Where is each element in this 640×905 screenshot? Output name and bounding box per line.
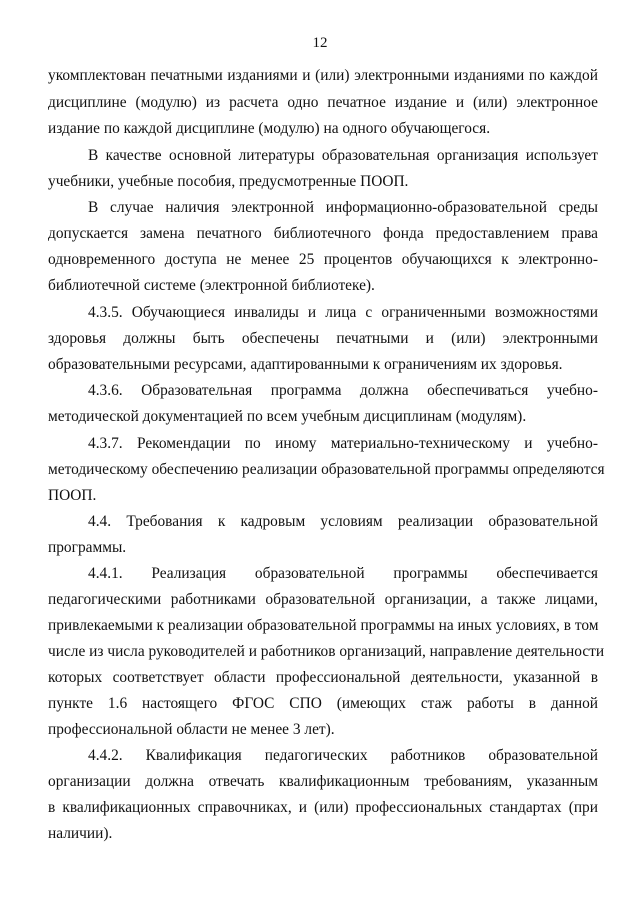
text-line: привлекаемыми к реализации образовательной программы на иных условиях, в том	[48, 617, 599, 634]
text-line: В качестве основной литературы образовательная организация использует	[88, 147, 598, 164]
text-line: организации должна отвечать квалификационным требованиям, указанным	[48, 773, 598, 790]
text-line: образовательными ресурсами, адаптированными к ограничениям их здоровья.	[48, 356, 563, 373]
text-line: издание по каждой дисциплине (модулю) на одного обучающегося.	[48, 120, 491, 137]
text-line: 4.3.7. Рекомендации по иному материально-техническому и учебно-	[88, 435, 598, 452]
text-line: допускается замена печатного библиотечного фонда предоставлением права	[48, 225, 598, 242]
text-line: здоровья должны быть обеспечены печатными и (или) электронными	[48, 330, 598, 347]
text-line: профессиональной области не менее 3 лет).	[48, 721, 335, 738]
text-line: 4.4.2. Квалификация педагогических работников образовательной	[88, 747, 598, 764]
text-line: ПООП.	[48, 487, 97, 504]
text-line: в квалификационных справочниках, и (или) профессиональных стандартах (при	[48, 799, 598, 816]
text-line: 4.3.5. Обучающиеся инвалиды и лица с ограниченными возможностями	[88, 304, 598, 321]
text-line: одновременного доступа не менее 25 процентов обучающихся к электронно-	[48, 251, 598, 268]
text-line: числе из числа руководителей и работников организаций, направление деятельности	[48, 643, 605, 660]
text-line: 4.4.1. Реализация образовательной программы обеспечивается	[88, 565, 598, 582]
text-line: дисциплине (модулю) из расчета одно печатное издание и (или) электронное	[48, 94, 598, 111]
text-line: педагогическими работниками образовательной организации, а также лицами,	[48, 591, 598, 608]
text-line: методической документацией по всем учебным дисциплинам (модулям).	[48, 408, 527, 425]
text-line: учебники, учебные пособия, предусмотренные ПООП.	[48, 173, 409, 190]
text-line: 4.4. Требования к кадровым условиям реализации образовательной	[88, 513, 598, 530]
text-line: методическому обеспечению реализации образовательной программы определяются	[48, 461, 605, 478]
text-line: укомплектован печатными изданиями и (или) электронными изданиями по каждой	[48, 67, 598, 84]
text-line: которых соответствует области профессиональной деятельности, указанной в	[48, 669, 598, 686]
text-line: пункте 1.6 настоящего ФГОС СПО (имеющих стаж работы в данной	[48, 695, 598, 712]
page-number: 12	[312, 35, 328, 51]
text-line: библиотечной системе (электронной библиотеке).	[48, 277, 375, 294]
text-line: 4.3.6. Образовательная программа должна обеспечиваться учебно-	[88, 382, 598, 399]
text-line: В случае наличия электронной информационно-образовательной среды	[88, 199, 598, 216]
text-line: наличии).	[48, 825, 113, 842]
text-line: программы.	[48, 539, 127, 556]
